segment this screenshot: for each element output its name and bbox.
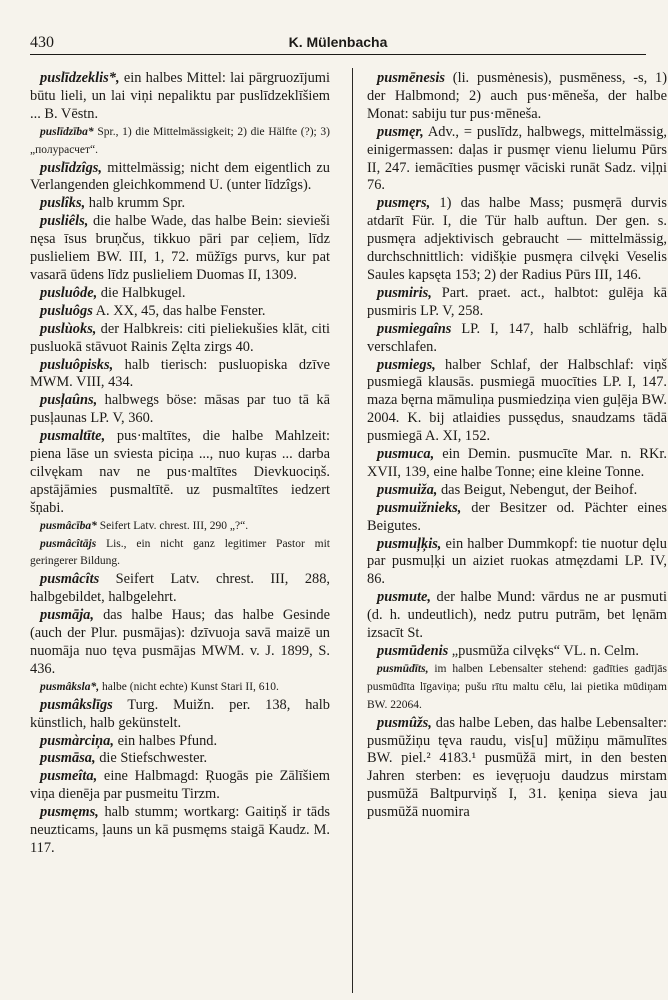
entry-definition: halb krumm Spr.: [85, 195, 186, 212]
dictionary-entry: [30, 697, 330, 733]
entry-definition: Turg. Muižn. per. 138, halb künstlich, halb gekünstelt.: [30, 696, 330, 731]
dictionary-entry: [30, 428, 330, 518]
entry-headword: pusmâkslīgs: [40, 696, 113, 713]
entry-headword: pusmēnesis: [377, 70, 445, 86]
dictionary-entry: [367, 536, 667, 590]
entry-definition: das halbe Haus; das halbe Gesinde (auch der Plur. pusmājas): dzīvuoja savā maizē un nuomāja nuo tęva pusmājas MWM. v. J. 1899, S. 436.: [30, 607, 330, 677]
entry-headword: pusmute,: [377, 589, 431, 606]
entry-headword: puslīdzîgs,: [40, 159, 102, 176]
entry-headword: pusmûžs,: [377, 714, 432, 731]
entry-definition: Lis., ein nicht ganz legitimer Pastor mit geringerer Bildung.: [30, 537, 330, 568]
entry-definition: (li. pusmėnesis), pusmēness, -s, 1) der Halbmond; 2) auch pus·mēneša, der halbe Monat: sabiju tur pus·mēneša.: [367, 70, 667, 122]
entry-definition: „pusmūža cilvęks“ VL. n. Celm.: [448, 643, 639, 659]
entry-definition: die Halbkugel.: [97, 284, 186, 301]
dictionary-entry: [30, 303, 330, 321]
entry-headword: pusmeîta,: [40, 768, 98, 785]
dictionary-entry: [367, 482, 667, 500]
entry-headword: pusmęr,: [377, 123, 424, 140]
entry-definition: ein halbes Pfund.: [113, 732, 218, 749]
dictionary-entry: [30, 70, 330, 124]
entry-headword: pusmâcîtājs: [40, 537, 97, 550]
entry-headword: pusmâcība*: [40, 519, 97, 532]
entry-definition: halb tierisch: pusluopiska dzīve MWM. VIII, 434.: [30, 356, 330, 391]
dictionary-entry: [367, 589, 667, 643]
dictionary-entry: [30, 679, 330, 697]
dictionary-entry: [367, 195, 667, 285]
entry-definition: A. XX, 45, das halbe Fenster.: [92, 302, 266, 319]
dictionary-entry: [367, 446, 667, 482]
entry-headword: pusmuižnieks,: [377, 499, 462, 516]
entry-definition: die halbe Wade, das halbe Bein: sievieši nęsa īsus bruņčus, tikkuo pāri par ceļiem, līdz puslieliem BW. III, 1, 72. mūžīgs purvs, kur pat vasarā ūdens līdz puslieliem Duomas II, 1309.: [30, 213, 330, 283]
dictionary-entry: [367, 500, 667, 536]
dictionary-entry: [30, 804, 330, 858]
entry-definition: im halben Lebensalter stehend: gadīties gadījās pusmūdīta līgaviņa; pušu rītu maltu cēlu, lai pietika mūdiņam BW. 22064.: [367, 662, 667, 711]
page-number: 430: [30, 34, 54, 51]
entry-headword: pusmiegs,: [377, 356, 436, 373]
dictionary-entry: [367, 715, 667, 822]
entry-definition: das Beigut, Nebengut, der Beihof.: [437, 481, 638, 498]
entry-definition: halb stumm; wortkarg: Gaitiņš ir tāds neuzticams, ļauns un kā pusmęms staigā Kaudz. M. 117.: [30, 804, 330, 856]
entry-headword: pusmāsa,: [40, 750, 96, 767]
entry-definition: Seifert Latv. chrest. III, 290 „?“.: [96, 519, 249, 532]
entry-definition: der halbe Mund: vārdus ne ar pusmuti (d. h. undeutlich), nedz putru putrām, bet lęnām izsacīt St.: [367, 589, 667, 642]
entry-headword: pusmūdenis: [377, 643, 449, 659]
entry-definition: eine Halbmagd: Ŗuogās pie Zālīšiem viņa dienēja par pusmeitu Tirzm.: [30, 768, 330, 803]
dictionary-entry: [30, 392, 330, 428]
entry-headword: pusluôgs: [40, 302, 93, 319]
dictionary-entry: [367, 285, 667, 321]
dictionary-entry: [367, 661, 667, 715]
entry-definition: 1) das halbe Mass; pusmęrā durvis atdarīt Für. I, die Tür halb auftun. Der gen. s. pusmęra adjektivisch gebraucht — mittelmässig, durchschnittlich: vidišķie pusmęra cilvęki Veselis Saules kapsęta 153; 2) der Radius Pūrs III, 146.: [367, 195, 667, 283]
entry-headword: pusmuiža,: [377, 481, 438, 498]
entry-headword: pusmàrciņa,: [40, 732, 114, 749]
running-head: K. Mülenbacha: [288, 34, 388, 50]
entry-headword: pusmiris,: [377, 284, 432, 301]
dictionary-entry: [30, 518, 330, 536]
dictionary-entry: [367, 357, 667, 447]
entry-definition: halbe (nicht echte) Kunst Stari II, 610.: [99, 680, 279, 693]
entry-headword: pusmuļķis,: [377, 535, 442, 552]
entry-headword: pusluôpisks,: [40, 356, 114, 373]
entry-headword: pusmaltīte,: [40, 428, 106, 445]
entry-headword: pusmiegaîns: [377, 320, 452, 337]
dictionary-entry: [30, 124, 330, 160]
dictionary-entry: [30, 160, 330, 196]
entry-definition: Adv., = puslīdz, halbwegs, mittelmässig, einigermassen: daļas ir pusmęr vienu lielumu Pūrs II, 247. iemācīties pusmęr vāciski runāt Sadz. viļņi 76.: [367, 123, 667, 194]
entry-headword: pusmūdīts,: [377, 662, 429, 675]
entry-definition: Spr., 1) die Mittelmässigkeit; 2) die Hälfte (?); 3) „полурасчет“.: [30, 125, 330, 156]
entry-definition: halbwegs böse: māsas par tuo tā kā pusļaunas LP. V, 360.: [30, 392, 330, 427]
dictionary-entry: [30, 768, 330, 804]
entry-headword: pusmuca,: [377, 446, 435, 463]
entry-headword: pusmâcîts: [40, 571, 100, 588]
entry-definition: die Stiefschwester.: [95, 750, 208, 767]
dictionary-entry: [367, 124, 667, 196]
entry-definition: ein Demin. pusmucīte Mar. n. RKr. XVII, 139, eine halbe Tonne; eine kleine Tonne.: [367, 446, 667, 480]
dictionary-entry: [367, 70, 667, 124]
entry-definition: halber Schlaf, der Halbschlaf: viņš pusmiegā klausās. pusmiegā muocīties LP. I, 147. maza bęrna māmuliņa pusmiedziņa vien guļēja BW. 2004. K. bij atlaidies pussędus, snaudzams tādā pusmiegā A. XI, 152.: [367, 356, 667, 445]
entry-definition: das halbe Leben, das halbe Lebensalter: pusmūžiņu tęva raudu, vis[u] mūžiņu māmulītes BW. piel.² 4183.¹ pusmūžā mirt, in den besten Jahren sterben: es ievęŗuoju daudzus mirstam pusmūžā Baltpurviņš I, 31. ķeniņa sieva jau pusmūžā nuomira: [367, 714, 667, 821]
column-divider: [352, 68, 353, 993]
entry-headword: puslùoks,: [40, 320, 97, 337]
entry-definition: LP. I, 147, halb schläfrig, halb verschlafen.: [367, 320, 667, 355]
entry-definition: mittelmässig; nicht dem eigentlich zu Verlangenden gleichkommend U. (unter līdzîgs).: [30, 159, 330, 194]
entry-headword: pusmęrs,: [377, 195, 431, 212]
entry-headword: puslīdzība*: [40, 125, 94, 138]
dictionary-entry: [30, 195, 330, 213]
entry-definition: ein halber Dummkopf: tie nuotur dęlu par pusmuļķi un aiziet ruokas atmęzdami LP. IV, 86.: [367, 535, 667, 588]
entry-headword: puslîks,: [40, 195, 86, 212]
entry-headword: pusmāja,: [40, 607, 94, 624]
entry-headword: pusmâksla*,: [40, 680, 100, 693]
dictionary-entry: [30, 733, 330, 751]
entry-definition: der Halbkreis: citi pieliekušies klāt, citi pusluokā stāvuot Rainis Zęlta zirgs 40.: [30, 320, 330, 355]
dictionary-entry: [30, 321, 330, 357]
entry-headword: pusļaûns,: [40, 392, 98, 409]
page-header: [30, 32, 646, 55]
dictionary-entry: [30, 750, 330, 768]
dictionary-entry: [367, 643, 667, 661]
entry-headword: puslīdzeklis*,: [40, 70, 120, 86]
entry-headword: pusliêls,: [40, 213, 89, 230]
dictionary-entry: [30, 571, 330, 607]
left-column: [30, 70, 330, 858]
entry-definition: der Besitzer od. Pächter eines Beigutes.: [367, 499, 667, 534]
entry-definition: Part. praet. act., halbtot: gulēja kā pusmiris LP. V, 258.: [367, 284, 667, 319]
dictionary-entry: [367, 321, 667, 357]
dictionary-entry: [30, 607, 330, 679]
entry-headword: pusluôde,: [40, 284, 98, 301]
entry-definition: Seifert Latv. chrest. III, 288, halbgebildet, halbgelehrt.: [30, 571, 330, 606]
entry-definition: pus·maltītes, die halbe Mahlzeit: piena lāse un sviesta piciņa ..., nuo kuŗas ... darba cilvękam nav ne pus·maltītes Dievkuociņš. apstājāmies pusmaltītē. uz pusmaltītes iedzert šņabi.: [30, 428, 330, 516]
right-column: [367, 70, 667, 822]
dictionary-entry: [30, 213, 330, 285]
dictionary-entry: [30, 285, 330, 303]
dictionary-entry: [30, 357, 330, 393]
entry-headword: pusmęms,: [40, 804, 99, 821]
entry-definition: ein halbes Mittel: lai pārgruozījumi būtu lieli, un lai viņi nepaliktu par puslīdzeklīšiem ... B. Vēstn.: [30, 70, 330, 122]
dictionary-entry: [30, 536, 330, 572]
